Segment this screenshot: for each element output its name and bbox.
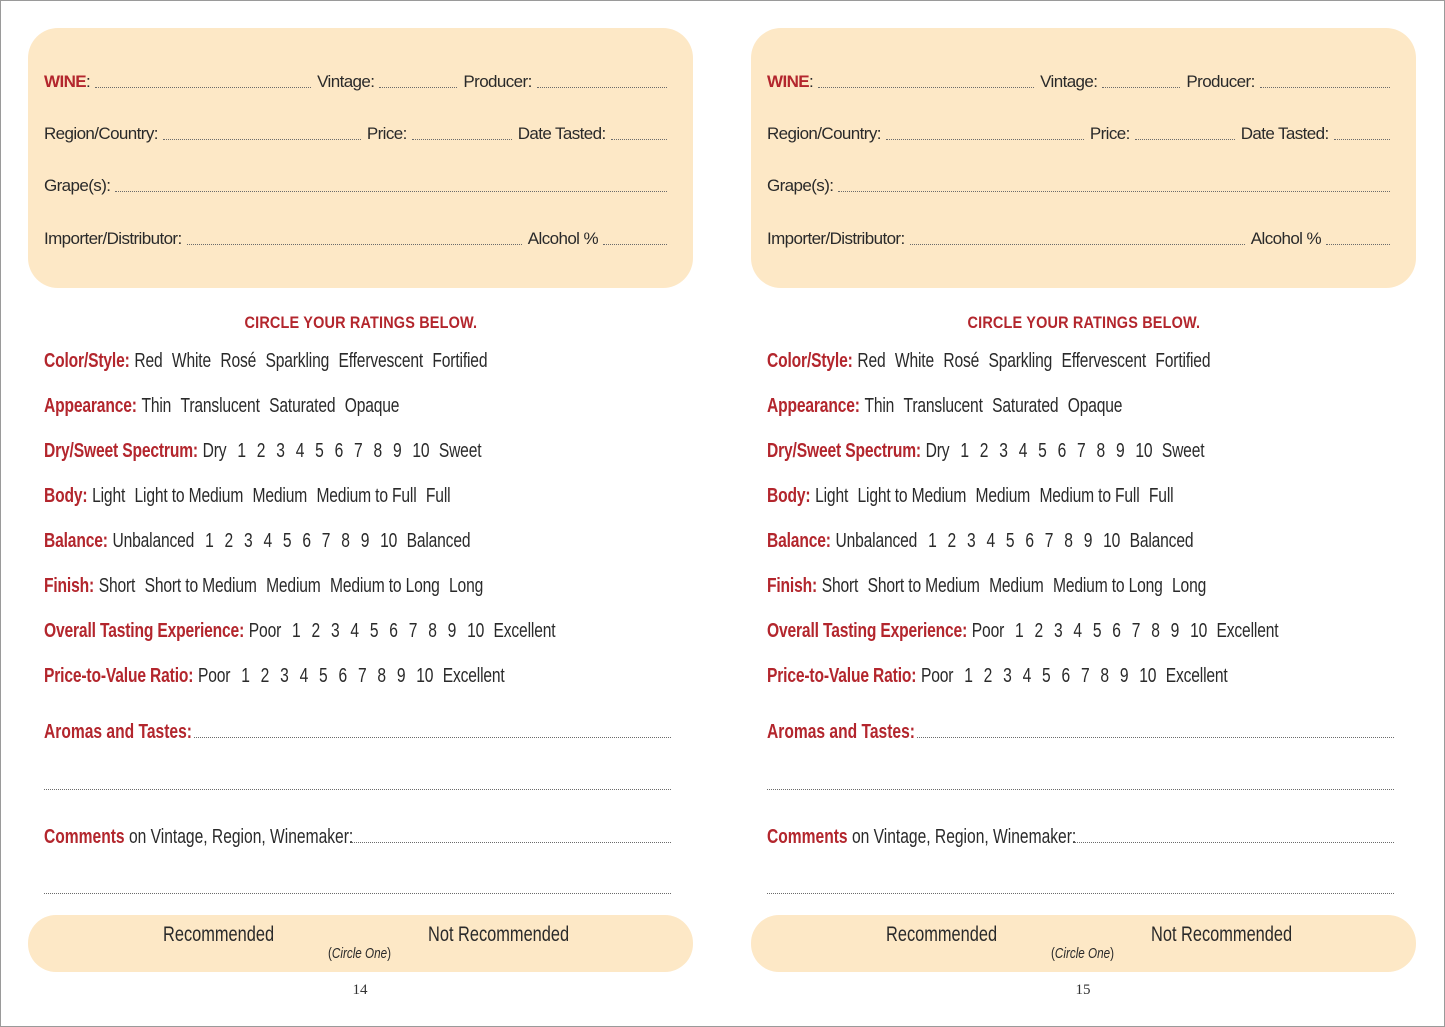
- rating-row-content: [767, 395, 1122, 418]
- rating-category-label: Price-to-Value Ratio:: [767, 665, 917, 687]
- rating-option[interactable]: Sparkling: [988, 350, 1053, 372]
- rating-number-option[interactable]: 4: [295, 440, 305, 462]
- rating-option[interactable]: Fortified: [432, 350, 488, 372]
- rating-number-option[interactable]: 10: [1139, 665, 1157, 687]
- rating-number-option[interactable]: 7: [357, 665, 367, 687]
- rating-option[interactable]: Long: [1172, 575, 1207, 597]
- rating-option[interactable]: Short to Medium: [144, 575, 257, 597]
- rating-option[interactable]: Long: [449, 575, 484, 597]
- rating-number-option[interactable]: 4: [1073, 620, 1082, 642]
- rating-option[interactable]: Medium to Long: [329, 575, 440, 597]
- rating-row-content: [44, 530, 470, 553]
- aromas-field-line-2[interactable]: [767, 789, 1394, 790]
- rating-option[interactable]: Medium: [252, 485, 308, 507]
- rating-number-option[interactable]: 1: [237, 440, 246, 462]
- rating-number-option[interactable]: 5: [319, 665, 328, 687]
- alcohol-label: Alcohol %: [1250, 229, 1321, 248]
- rating-option[interactable]: Excellent: [1216, 620, 1279, 642]
- not-recommended-option[interactable]: Not Recommended: [1151, 923, 1293, 946]
- rating-option[interactable]: Light to Medium: [857, 485, 967, 507]
- rating-option[interactable]: Dry: [202, 440, 227, 462]
- region-field[interactable]: [886, 139, 1084, 140]
- rating-number-option[interactable]: 4: [263, 530, 272, 552]
- rating-number-option[interactable]: 4: [350, 620, 359, 642]
- rating-number-option[interactable]: 6: [1061, 665, 1071, 687]
- wine-info-panel: [28, 28, 693, 288]
- grape-label: Grape(s):: [767, 176, 834, 195]
- rating-number-option[interactable]: 6: [334, 440, 344, 462]
- vintage-field[interactable]: [1102, 87, 1180, 88]
- rating-category-label: Appearance:: [767, 395, 860, 417]
- rating-number-option[interactable]: 2: [256, 440, 266, 462]
- rating-row-content: [767, 665, 1228, 688]
- rating-number-option[interactable]: 9: [360, 530, 370, 552]
- rating-number-option[interactable]: 3: [243, 530, 253, 552]
- rating-option[interactable]: Light: [815, 485, 849, 507]
- rating-number-option[interactable]: 7: [408, 620, 418, 642]
- rating-number-option[interactable]: 1: [960, 440, 969, 462]
- grape-label: Grape(s):: [44, 176, 111, 195]
- grape-row: [44, 170, 673, 196]
- rating-option[interactable]: Medium to Long: [1052, 575, 1163, 597]
- rating-category-label: Finish:: [767, 575, 818, 597]
- rating-number-option[interactable]: 4: [299, 665, 309, 687]
- rating-number-option[interactable]: 8: [373, 440, 383, 462]
- rating-number-option[interactable]: 2: [260, 665, 270, 687]
- rating-number-option[interactable]: 5: [282, 530, 292, 552]
- rating-number-option[interactable]: 3: [280, 665, 289, 687]
- rating-option[interactable]: Thin: [864, 395, 895, 417]
- region-field[interactable]: [163, 139, 361, 140]
- rating-number-option[interactable]: 8: [1064, 530, 1073, 552]
- rating-category-label: Price-to-Value Ratio:: [44, 665, 194, 687]
- rating-option[interactable]: Sweet: [1161, 440, 1205, 462]
- rating-option[interactable]: Saturated: [992, 395, 1059, 417]
- aromas-row: [44, 716, 671, 744]
- rating-option[interactable]: Red: [134, 350, 163, 372]
- rating-option[interactable]: Unbalanced: [835, 530, 918, 552]
- rating-number-option[interactable]: 9: [447, 620, 457, 642]
- rating-number-option[interactable]: 5: [1005, 530, 1015, 552]
- rating-number-option[interactable]: 5: [315, 440, 324, 462]
- rating-option[interactable]: Short to Medium: [867, 575, 980, 597]
- wine-field[interactable]: [818, 87, 1034, 88]
- producer-label: Producer:: [463, 72, 532, 91]
- rating-number-option[interactable]: 3: [330, 620, 340, 642]
- aromas-label: Aromas and Tastes:: [767, 721, 915, 743]
- rating-number-option[interactable]: 2: [947, 530, 957, 552]
- rating-category-label: Appearance:: [44, 395, 137, 417]
- rating-number-option[interactable]: 6: [1112, 620, 1121, 642]
- page-left: [0, 0, 722, 1027]
- rating-number-option[interactable]: 1: [205, 530, 214, 552]
- rating-number-option[interactable]: 8: [1100, 665, 1109, 687]
- rating-number-option[interactable]: 5: [1092, 620, 1102, 642]
- rating-option[interactable]: Excellent: [493, 620, 556, 642]
- rating-row: [44, 350, 612, 378]
- wine-field[interactable]: [95, 87, 311, 88]
- rating-row-content: [44, 665, 505, 688]
- rating-option[interactable]: Excellent: [1165, 665, 1228, 687]
- rating-option[interactable]: Thin: [141, 395, 172, 417]
- wine-info-panel: [751, 28, 1416, 288]
- rating-option[interactable]: Excellent: [442, 665, 505, 687]
- aromas-row: [767, 716, 1394, 744]
- rating-category-label: Balance:: [44, 530, 108, 552]
- rating-row: [767, 485, 1288, 513]
- rating-number-option[interactable]: 3: [966, 530, 976, 552]
- rating-row-content: [767, 530, 1193, 553]
- price-field[interactable]: [1135, 139, 1235, 140]
- rating-row-content: [44, 395, 399, 418]
- recommended-option[interactable]: Recommended: [886, 923, 998, 946]
- rating-number-option[interactable]: 9: [392, 440, 402, 462]
- rating-option[interactable]: White: [894, 350, 934, 372]
- rating-option[interactable]: Translucent: [180, 395, 260, 417]
- rating-row: [44, 665, 635, 693]
- rating-row-content: [767, 440, 1204, 463]
- recommendation-bar: [28, 915, 693, 972]
- rating-option[interactable]: Full: [1148, 485, 1174, 507]
- rating-option[interactable]: Poor: [248, 620, 282, 642]
- rating-number-option[interactable]: 1: [1015, 620, 1024, 642]
- alcohol-label: Alcohol %: [527, 229, 598, 248]
- rating-option[interactable]: Unbalanced: [112, 530, 195, 552]
- rating-row: [767, 530, 1314, 558]
- rating-option[interactable]: Short: [98, 575, 136, 597]
- producer-field[interactable]: [537, 87, 667, 88]
- rating-option[interactable]: Full: [425, 485, 451, 507]
- rating-number-option[interactable]: 5: [1042, 665, 1051, 687]
- region-label: Region/Country:: [767, 124, 881, 143]
- alcohol-field[interactable]: [1326, 244, 1390, 245]
- aromas-label: Aromas and Tastes:: [44, 721, 192, 743]
- rating-option[interactable]: Short: [821, 575, 859, 597]
- rating-number-option[interactable]: 10: [412, 440, 430, 462]
- rating-row-content: [44, 440, 481, 463]
- vintage-label: Vintage:: [317, 72, 375, 91]
- page-right: [723, 0, 1445, 1027]
- wine-row: [44, 66, 673, 92]
- rating-category-label: Dry/Sweet Spectrum:: [44, 440, 198, 462]
- rating-number-option[interactable]: 4: [986, 530, 995, 552]
- rating-row: [44, 440, 605, 468]
- comments-label: Comments on Vintage, Region, Winemaker:: [44, 826, 354, 848]
- comments-label: Comments on Vintage, Region, Winemaker:: [767, 826, 1077, 848]
- comments-row: [44, 821, 671, 849]
- rating-row-content: [44, 575, 483, 598]
- rating-number-option[interactable]: 8: [377, 665, 386, 687]
- rating-number-option[interactable]: 6: [1057, 440, 1067, 462]
- rating-category-label: Overall Tasting Experience:: [44, 620, 245, 642]
- rating-number-option[interactable]: 4: [1022, 665, 1032, 687]
- rating-option[interactable]: Balanced: [1129, 530, 1194, 552]
- rating-number-option[interactable]: 10: [1103, 530, 1121, 552]
- wine-row: [767, 66, 1396, 92]
- rating-number-option[interactable]: 7: [1131, 620, 1141, 642]
- price-label: Price:: [366, 124, 407, 143]
- page-number: 14: [352, 982, 368, 998]
- rating-row-content: [767, 350, 1210, 373]
- region-row: [44, 118, 673, 144]
- rating-row: [767, 440, 1328, 468]
- rating-category-label: Color/Style:: [44, 350, 130, 372]
- rating-number-option[interactable]: 3: [1003, 665, 1012, 687]
- rating-category-label: Balance:: [767, 530, 831, 552]
- rating-category-label: Color/Style:: [767, 350, 853, 372]
- circle-one-note: (Circle One): [328, 945, 392, 962]
- date-tasted-label: Date Tasted:: [1240, 124, 1329, 143]
- rating-number-option[interactable]: 1: [292, 620, 301, 642]
- date-tasted-field[interactable]: [1334, 139, 1390, 140]
- recommendation-bar: [751, 915, 1416, 972]
- rating-number-option[interactable]: 9: [1170, 620, 1180, 642]
- rating-number-option[interactable]: 10: [380, 530, 398, 552]
- producer-field[interactable]: [1260, 87, 1390, 88]
- rating-option[interactable]: Rosé: [943, 350, 980, 372]
- aromas-field[interactable]: [917, 737, 1394, 738]
- rating-option[interactable]: White: [171, 350, 211, 372]
- comments-field[interactable]: [350, 842, 671, 843]
- rating-row: [767, 395, 1223, 423]
- wine-label: WINE:: [767, 72, 814, 91]
- comments-row: [767, 821, 1394, 849]
- rating-number-option[interactable]: 8: [428, 620, 437, 642]
- rating-number-option[interactable]: 2: [311, 620, 321, 642]
- importer-field[interactable]: [187, 244, 522, 245]
- rating-option[interactable]: Poor: [920, 665, 954, 687]
- alcohol-field[interactable]: [603, 244, 667, 245]
- rating-number-option[interactable]: 3: [276, 440, 285, 462]
- rating-option[interactable]: Red: [857, 350, 886, 372]
- date-tasted-label: Date Tasted:: [517, 124, 606, 143]
- rating-number-option[interactable]: 3: [999, 440, 1008, 462]
- aromas-field[interactable]: [194, 737, 671, 738]
- rating-number-option[interactable]: 6: [302, 530, 311, 552]
- rating-option[interactable]: Medium: [266, 575, 321, 597]
- rating-number-option[interactable]: 5: [1038, 440, 1047, 462]
- grape-row: [767, 170, 1396, 196]
- rating-row-content: [767, 485, 1173, 508]
- rating-number-option[interactable]: 9: [1083, 530, 1093, 552]
- grape-field[interactable]: [838, 191, 1390, 192]
- rating-row: [44, 395, 500, 423]
- rating-option[interactable]: Saturated: [269, 395, 336, 417]
- rating-number-option[interactable]: 5: [369, 620, 379, 642]
- rating-option[interactable]: Sweet: [438, 440, 482, 462]
- rating-number-option[interactable]: 4: [1018, 440, 1028, 462]
- price-field[interactable]: [412, 139, 512, 140]
- rating-number-option[interactable]: 1: [928, 530, 937, 552]
- rating-number-option[interactable]: 7: [1044, 530, 1054, 552]
- rating-number-option[interactable]: 7: [354, 440, 363, 462]
- rating-category-label: Body:: [44, 485, 88, 507]
- page-number: 15: [1075, 982, 1091, 998]
- producer-label: Producer:: [1186, 72, 1255, 91]
- rating-number-option[interactable]: 1: [241, 665, 250, 687]
- rating-option[interactable]: Fortified: [1155, 350, 1211, 372]
- rating-number-option[interactable]: 8: [341, 530, 350, 552]
- vintage-label: Vintage:: [1040, 72, 1098, 91]
- rating-number-option[interactable]: 10: [416, 665, 434, 687]
- rating-row: [44, 485, 565, 513]
- rating-option[interactable]: Poor: [197, 665, 231, 687]
- rating-option[interactable]: Effervescent: [1061, 350, 1147, 372]
- price-label: Price:: [1089, 124, 1130, 143]
- rating-number-option[interactable]: 8: [1096, 440, 1106, 462]
- region-row: [767, 118, 1396, 144]
- recommended-option[interactable]: Recommended: [163, 923, 275, 946]
- rating-row-content: [44, 485, 450, 508]
- rating-number-option[interactable]: 2: [983, 665, 993, 687]
- region-label: Region/Country:: [44, 124, 158, 143]
- rating-number-option[interactable]: 6: [338, 665, 348, 687]
- rating-category-label: Overall Tasting Experience:: [767, 620, 968, 642]
- rating-option[interactable]: Medium to Full: [1039, 485, 1140, 507]
- rating-row: [767, 350, 1335, 378]
- rating-option[interactable]: Light to Medium: [134, 485, 244, 507]
- rating-row-content: [767, 620, 1278, 643]
- rating-option[interactable]: Translucent: [903, 395, 983, 417]
- rating-row: [767, 575, 1330, 603]
- rating-number-option[interactable]: 2: [224, 530, 234, 552]
- ratings-heading: CIRCLE YOUR RATINGS BELOW.: [967, 313, 1201, 332]
- rating-category-label: Finish:: [44, 575, 95, 597]
- importer-label: Importer/Distributor:: [44, 229, 182, 248]
- rating-number-option[interactable]: 6: [1025, 530, 1034, 552]
- rating-row: [767, 620, 1423, 648]
- importer-field[interactable]: [910, 244, 1245, 245]
- importer-label: Importer/Distributor:: [767, 229, 905, 248]
- rating-number-option[interactable]: 2: [979, 440, 989, 462]
- rating-category-label: Dry/Sweet Spectrum:: [767, 440, 921, 462]
- rating-number-option[interactable]: 10: [1135, 440, 1153, 462]
- rating-number-option[interactable]: 7: [321, 530, 331, 552]
- rating-option[interactable]: Medium to Full: [316, 485, 417, 507]
- circle-one-note: (Circle One): [1051, 945, 1115, 962]
- rating-category-label: Body:: [767, 485, 811, 507]
- rating-number-option[interactable]: 10: [467, 620, 485, 642]
- rating-row-content: [44, 350, 487, 373]
- rating-number-option[interactable]: 7: [1080, 665, 1090, 687]
- rating-option[interactable]: Sparkling: [265, 350, 330, 372]
- rating-option[interactable]: Medium: [989, 575, 1044, 597]
- rating-number-option[interactable]: 9: [396, 665, 406, 687]
- rating-number-option[interactable]: 2: [1034, 620, 1044, 642]
- rating-option[interactable]: Effervescent: [338, 350, 424, 372]
- vintage-field[interactable]: [379, 87, 457, 88]
- wine-label: WINE:: [44, 72, 91, 91]
- rating-option[interactable]: Poor: [971, 620, 1005, 642]
- rating-number-option[interactable]: 6: [389, 620, 398, 642]
- rating-option[interactable]: Opaque: [344, 395, 400, 417]
- rating-option[interactable]: Balanced: [406, 530, 471, 552]
- rating-number-option[interactable]: 10: [1190, 620, 1208, 642]
- not-recommended-option[interactable]: Not Recommended: [428, 923, 570, 946]
- date-tasted-field[interactable]: [611, 139, 667, 140]
- rating-option[interactable]: Light: [92, 485, 126, 507]
- rating-option[interactable]: Rosé: [220, 350, 257, 372]
- rating-option[interactable]: Medium: [975, 485, 1031, 507]
- rating-number-option[interactable]: 9: [1115, 440, 1125, 462]
- comments-field-line-2[interactable]: [44, 893, 671, 894]
- aromas-field-line-2[interactable]: [44, 789, 671, 790]
- rating-number-option[interactable]: 1: [964, 665, 973, 687]
- rating-row: [44, 530, 591, 558]
- rating-number-option[interactable]: 8: [1151, 620, 1160, 642]
- importer-row: [44, 223, 673, 249]
- rating-row-content: [44, 620, 555, 643]
- rating-row: [44, 620, 700, 648]
- comments-field-line-2[interactable]: [767, 893, 1394, 894]
- rating-number-option[interactable]: 3: [1053, 620, 1063, 642]
- rating-option[interactable]: Opaque: [1067, 395, 1123, 417]
- rating-row: [44, 575, 607, 603]
- grape-field[interactable]: [115, 191, 667, 192]
- importer-row: [767, 223, 1396, 249]
- ratings-heading: CIRCLE YOUR RATINGS BELOW.: [244, 313, 478, 332]
- rating-row: [767, 665, 1358, 693]
- rating-option[interactable]: Dry: [925, 440, 950, 462]
- rating-number-option[interactable]: 9: [1119, 665, 1129, 687]
- comments-field[interactable]: [1073, 842, 1394, 843]
- rating-number-option[interactable]: 7: [1077, 440, 1086, 462]
- rating-row-content: [767, 575, 1206, 598]
